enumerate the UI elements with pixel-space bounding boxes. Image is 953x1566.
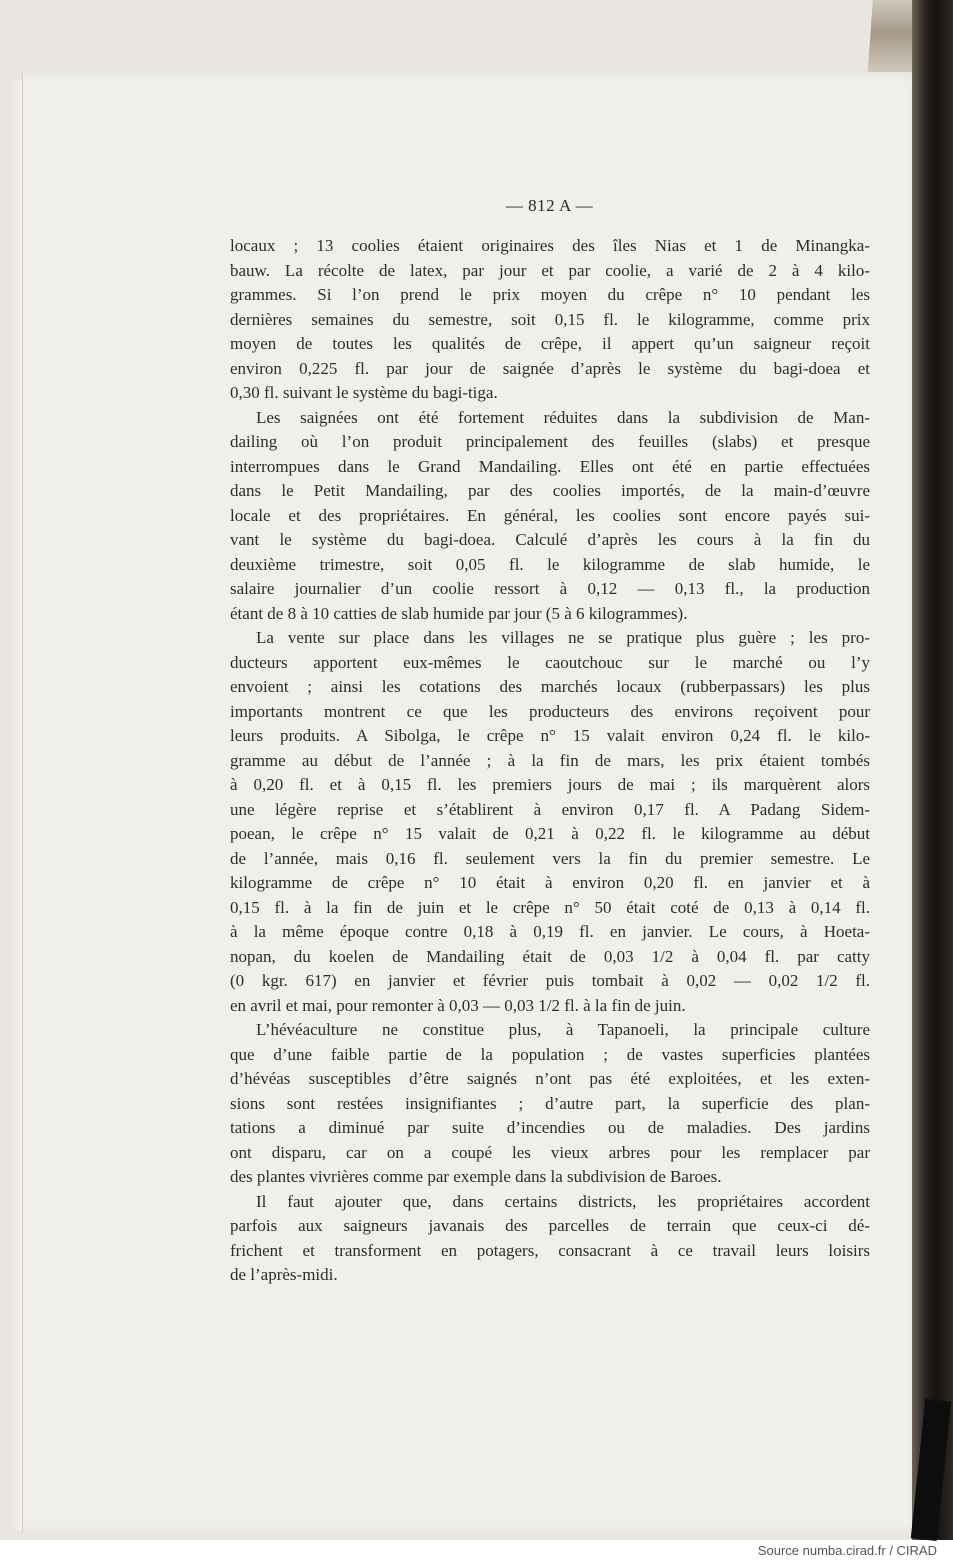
text-line: frichent et transforment en potagers, consacrant à ce travail leurs loisirs [230,1240,870,1260]
text-line: 0,30 fl. suivant le système du bagi-tiga. [230,383,498,402]
text-line: poean, le crêpe n° 15 valait de 0,21 à 0,22 fl. le kilogramme au début [230,824,870,843]
source-credit: Source numba.cirad.fr / CIRAD [757,1543,937,1558]
text-line: moyen de toutes les qualités de crêpe, il appert qu’un saigneur reçoit [230,334,870,353]
text-line: La vente sur place dans les villages ne se pratique plus guère ; les pro- [256,628,870,647]
text-line: interrompues dans le Grand Mandailing. Elles ont été en partie effectuées [230,456,870,476]
text-line: Les saignées ont été fortement réduites dans la subdivision de Man- [256,407,870,427]
text-line: à 0,20 fl. et à 0,15 fl. les premiers jours de mai ; ils marquèrent alors [230,775,870,794]
text-line: leurs produits. A Sibolga, le crêpe n° 15 valait environ 0,24 fl. le kilo- [230,726,870,745]
left-page-edge [6,80,22,1530]
text-line: parfois aux saigneurs javanais des parcelles de terrain que ceux-ci dé- [230,1216,870,1235]
text-line: des plantes vivrières comme par exemple dans la subdivision de Baroes. [230,1167,722,1186]
text-line: locaux ; 13 coolies étaient originaires des îles Nias et 1 de Minangka- [230,236,870,255]
text-line: sions sont restées insignifiantes ; d’autre part, la superficie des plan- [230,1093,870,1113]
text-line: que d’une faible partie de la population ; de vastes superficies plantées [230,1044,870,1064]
text-line: en avril et mai, pour remonter à 0,03 — 0,03 1/2 fl. à la fin de juin. [230,995,686,1015]
text-line: grammes. Si l’on prend le prix moyen du crêpe n° 10 pendant les [230,285,870,304]
text-line: kilogramme de crêpe n° 10 était à environ 0,20 fl. en janvier et à [230,873,870,892]
text-line: Il faut ajouter que, dans certains districts, les propriétaires accordent [256,1191,870,1211]
text-line: importants montrent ce que les producteurs des environs reçoivent pour [230,701,870,721]
text-line: gramme au début de l’année ; à la fin de mars, les prix étaient tombés [230,750,870,770]
text-line: dans le Petit Mandailing, par des coolies importés, de la main-d’œuvre [230,481,870,500]
text-line: dailing où l’on produit principalement des feuilles (slabs) et presque [230,432,870,451]
text-line: salaire journalier d’un coolie ressort à 0,12 — 0,13 fl., la production [230,579,870,598]
text-line: 0,15 fl. à la fin de juin et le crêpe n° 50 était coté de 0,13 à 0,14 fl. [230,897,870,917]
text-line: de l’année, mais 0,16 fl. seulement vers la fin du premier semestre. Le [230,848,870,868]
text-line: vant le système du bagi-doea. Calculé d’après les cours à la fin du [230,530,870,549]
body-text [230,234,870,1288]
text-line: environ 0,225 fl. par jour de saignée d’après le système du bagi-doea et [230,358,870,378]
text-line: envoient ; ainsi les cotations des marchés locaux (rubberpassars) les plus [230,677,870,696]
page-number-header: — 812 A — [505,196,594,215]
text-line: d’hévéas susceptibles d’être saignés n’ont pas été exploitées, et les exten- [230,1069,870,1088]
text-line: bauw. La récolte de latex, par jour et par coolie, a varié de 2 à 4 kilo- [230,260,870,280]
text-line: nopan, du koelen de Mandailing était de 0,03 1/2 à 0,04 fl. par catty [230,946,870,966]
book-binding [912,0,953,1540]
text-line: une légère reprise et s’établirent à environ 0,17 fl. A Padang Sidem- [230,799,870,819]
text-line: tations a diminué par suite d’incendies ou de maladies. Des jardins [230,1118,870,1137]
text-line: L’hévéaculture ne constitue plus, à Tapanoeli, la principale culture [256,1020,870,1039]
text-line: de l’après-midi. [230,1265,338,1284]
text-line: à la même époque contre 0,18 à 0,19 fl. en janvier. Le cours, à Hoeta- [230,922,870,941]
text-line: dernières semaines du semestre, soit 0,15 fl. le kilogramme, comme prix [230,309,870,329]
text-line: deuxième trimestre, soit 0,05 fl. le kilogramme de slab humide, le [230,554,870,574]
text-line: étant de 8 à 10 catties de slab humide par jour (5 à 6 kilogrammes). [230,603,688,623]
text-line: ducteurs apportent eux-mêmes le caoutchouc sur le marché ou l’y [230,652,870,672]
text-line: ont disparu, car on a coupé les vieux arbres pour les remplacer par [230,1142,870,1162]
text-line: (0 kgr. 617) en janvier et février puis tombait à 0,02 — 0,02 1/2 fl. [230,971,870,990]
text-line: locale et des propriétaires. En général, les coolies sont encore payés sui- [230,505,870,525]
